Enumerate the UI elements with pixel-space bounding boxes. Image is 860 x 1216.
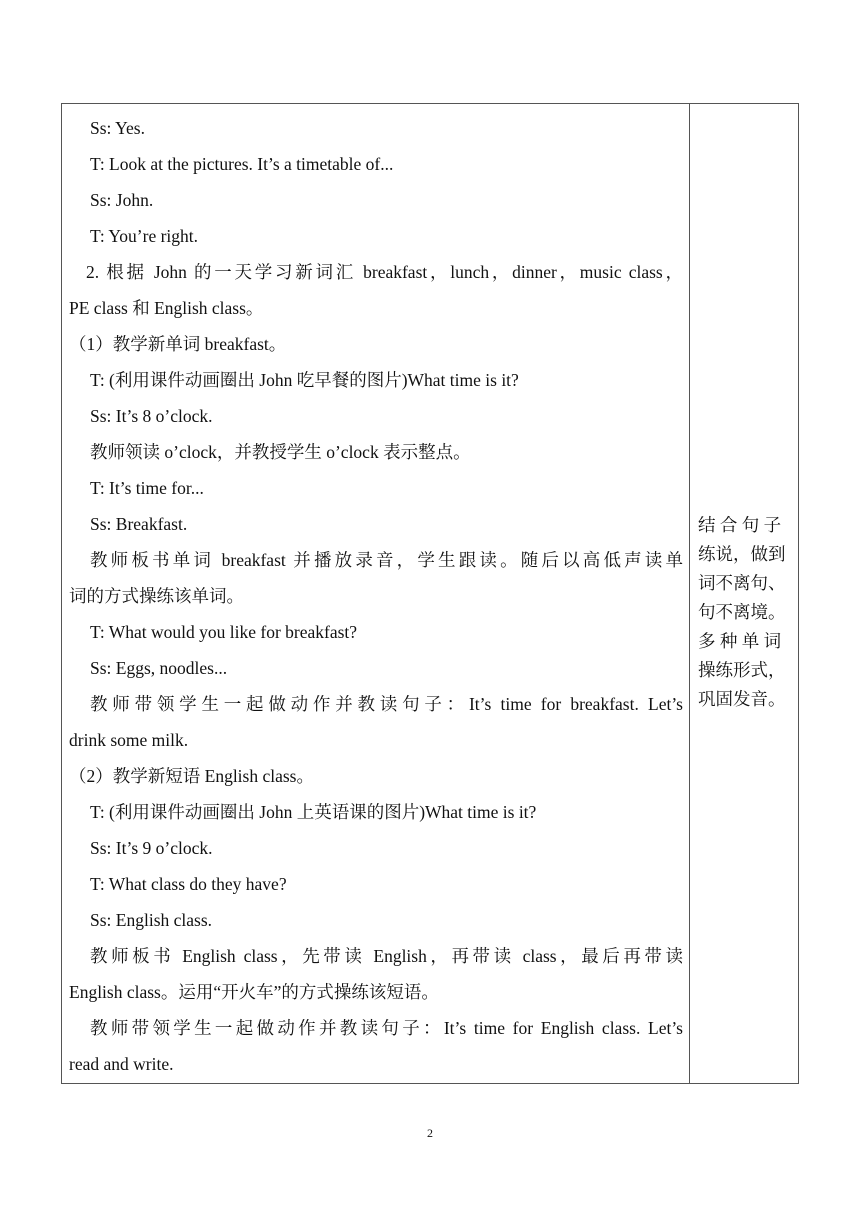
- text-line: 教师带领学生一起做动作并教读句子：It’s time for English class. Let’s: [90, 1018, 683, 1038]
- text-line: Ss: Breakfast.: [90, 514, 188, 534]
- text-line: 词的方式操练该单词。: [69, 586, 244, 606]
- design-intent-cell: [690, 511, 798, 714]
- side-note-line: 词不离句、: [698, 573, 786, 593]
- side-note-line: 巩固发音。: [698, 689, 786, 709]
- section-heading: （1）教学新单词 breakfast。: [69, 334, 287, 354]
- text-line: Ss: Eggs, noodles...: [90, 658, 228, 678]
- side-note-line: 练说，做到: [698, 544, 786, 564]
- text-line: 2. 根据 John 的一天学习新词汇 breakfast，lunch，dinner，music class，: [86, 262, 683, 282]
- text-line: 教师带领学生一起做动作并教读句子：It’s time for breakfast. Let’s: [90, 694, 683, 714]
- side-note-line: 多 种 单 词: [698, 631, 782, 651]
- side-note-line: 操练形式，: [698, 660, 786, 680]
- text-line: Ss: It’s 8 o’clock.: [90, 406, 213, 426]
- text-line: T: You’re right.: [90, 226, 199, 246]
- page-number: 2: [427, 1126, 433, 1140]
- lesson-procedure-cell: [62, 110, 689, 1082]
- text-line: Ss: John.: [90, 190, 154, 210]
- text-line: T: What would you like for breakfast?: [90, 622, 358, 642]
- text-line: T: Look at the pictures. It’s a timetable of...: [90, 154, 394, 174]
- text-line: 教师板书 English class，先带读 English，再带读 class，最后再带读: [90, 946, 683, 966]
- lesson-table: [61, 103, 799, 1084]
- text-line: Ss: English class.: [90, 910, 213, 930]
- text-line: T: What class do they have?: [90, 874, 287, 894]
- section-heading: （2）教学新短语 English class。: [69, 766, 314, 786]
- text-line: English class。运用“开火车”的方式操练该短语。: [69, 982, 439, 1002]
- text-line: 教师板书单词 breakfast 并播放录音，学生跟读。随后以高低声读单: [90, 550, 683, 570]
- text-line: T: (利用课件动画圈出 John 上英语课的图片)What time is it?: [90, 802, 537, 822]
- side-note-line: 结 合 句 子: [698, 515, 782, 535]
- text-line: Ss: Yes.: [90, 118, 145, 138]
- text-line: Ss: It’s 9 o’clock.: [90, 838, 213, 858]
- text-line: 教师领读 o’clock，并教授学生 o’clock 表示整点。: [90, 442, 471, 462]
- side-note-line: 句不离境。: [698, 602, 786, 622]
- text-line: read and write.: [69, 1054, 174, 1074]
- text-line: PE class 和 English class。: [69, 298, 264, 318]
- text-line: T: It’s time for...: [90, 478, 204, 498]
- text-line: drink some milk.: [69, 730, 189, 750]
- text-line: T: (利用课件动画圈出 John 吃早餐的图片)What time is it?: [90, 370, 519, 390]
